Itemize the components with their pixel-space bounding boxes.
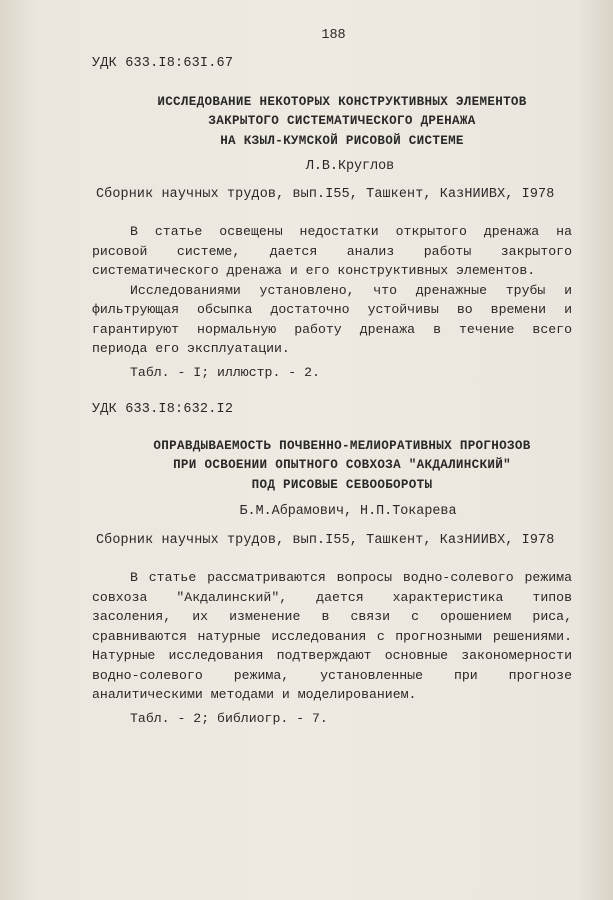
title-line: ЗАКРЫТОГО СИСТЕМАТИЧЕСКОГО ДРЕНАЖА xyxy=(208,114,476,128)
abstract-body xyxy=(92,222,572,359)
title-line: НА КЗЫЛ-КУМСКОЙ РИСОВОЙ СИСТЕМЕ xyxy=(220,133,464,148)
udc-code: УДК 633.I8:632.I2 xyxy=(92,402,234,417)
article-title xyxy=(112,93,572,152)
abstract-entry xyxy=(92,54,572,382)
authors: Л.В.Круглов xyxy=(305,159,395,174)
tables-figures-note: Табл. - I; иллюстр. - 2. xyxy=(130,364,320,380)
page-number: 188 xyxy=(321,28,346,43)
collection-reference: Сборник научных трудов, вып.I55, Ташкент, КазНИИВХ, I978 xyxy=(96,532,555,548)
udc-code: УДК 633.I8:63I.67 xyxy=(92,56,234,71)
abstract-body xyxy=(92,568,572,705)
abstract-paragraph: Исследованиями установлено, что дренажные трубы и фильтрующая обсыпка достаточно устойчивы во времени и гарантируют нормальную работу дренажа в течение всего периода его эксплуатации. xyxy=(92,282,572,356)
title-line: ПРИ ОСВОЕНИИ ОПЫТНОГО СОВХОЗА "АКДАЛИНСКИЙ" xyxy=(173,458,511,472)
abstract-entry xyxy=(92,400,572,728)
tables-bibliography-note: Табл. - 2; библиогр. - 7. xyxy=(130,710,328,726)
authors: Б.М.Абрамович, Н.П.Токарева xyxy=(239,504,457,519)
title-line: ПОД РИСОВЫЕ СЕВООБОРОТЫ xyxy=(251,477,433,492)
collection-reference: Сборник научных трудов, вып.I55, Ташкент, КазНИИВХ, I978 xyxy=(96,186,555,202)
abstract-paragraph: В статье освещены недостатки открытого дренажа на рисовой системе, дается анализ работы закрытого систематического дренажа и его конструктивных элементов. xyxy=(92,224,572,278)
title-line: ОПРАВДЫВАЕМОСТЬ ПОЧВЕННО-МЕЛИОРАТИВНЫХ ПРОГНОЗОВ xyxy=(153,438,531,453)
article-title xyxy=(112,437,572,496)
title-line: ИССЛЕДОВАНИЕ НЕКОТОРЫХ КОНСТРУКТИВНЫХ ЭЛЕМЕНТОВ xyxy=(157,94,527,109)
abstract-paragraph: В статье рассматриваются вопросы водно-солевого режима совхоза "Акдалинский", дается характеристика типов засоления, их изменение в связи с орошением риса, сравниваются натурные исследования с прогнозными решениями. Натурные исследования подтверждают основные закономерности водно-солевого режима, установленные при прогнозе аналитическими методами и моделированием. xyxy=(92,570,572,702)
